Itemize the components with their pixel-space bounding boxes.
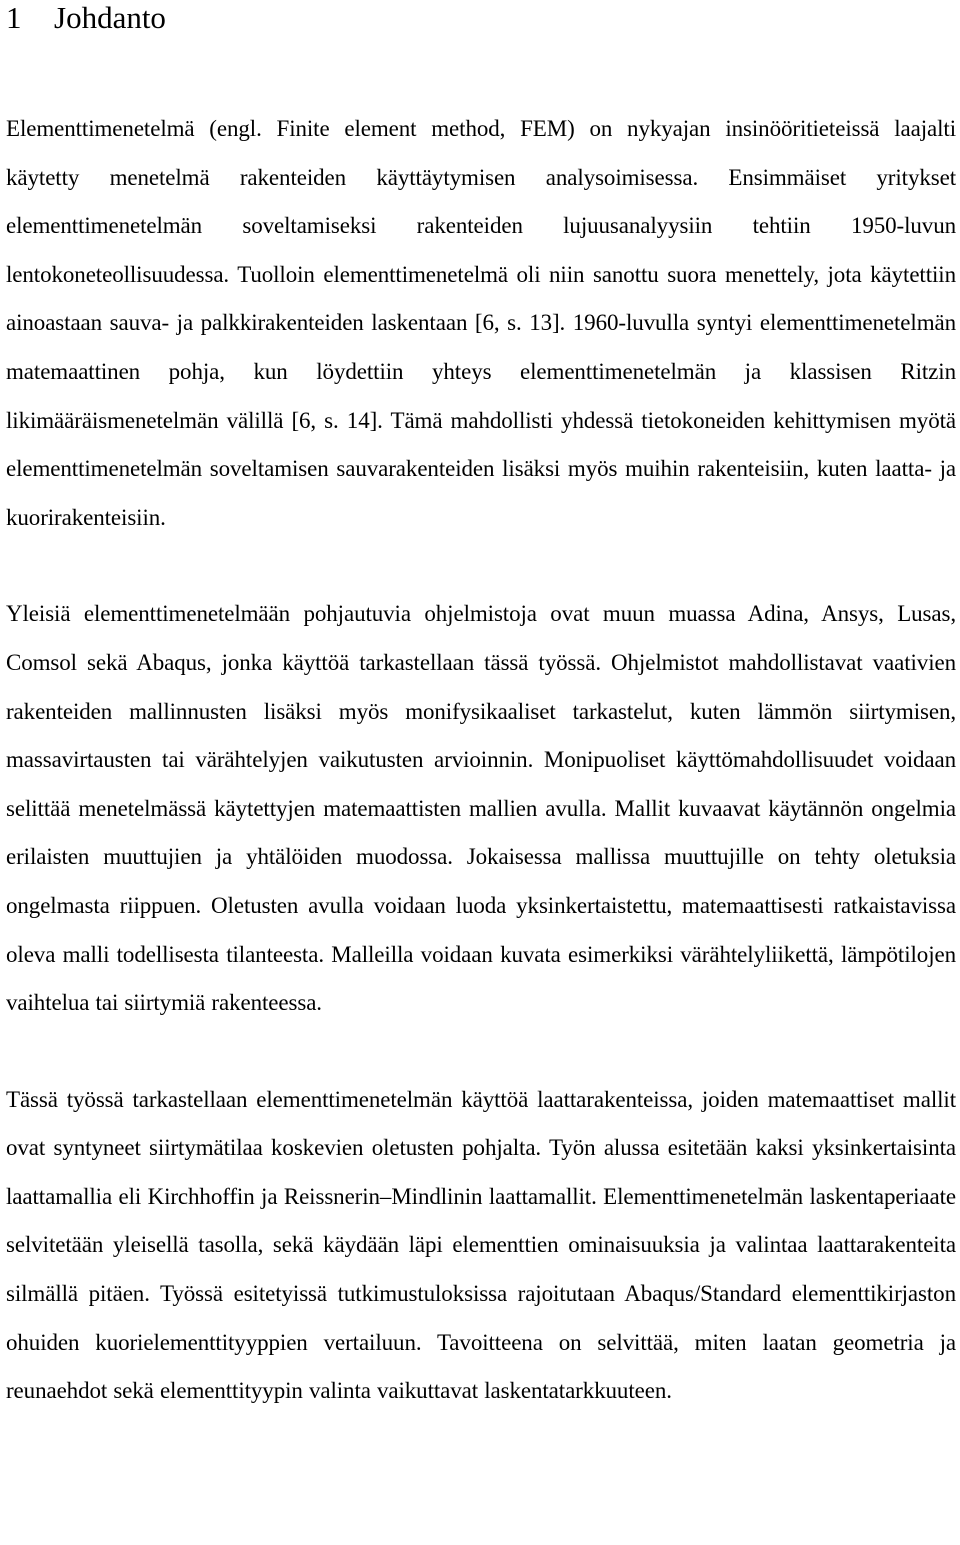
document-page bbox=[6, 0, 956, 1416]
section-number: 1 bbox=[6, 0, 22, 35]
paragraph-software: Yleisiä elementtimenetelmään pohjautuvia ohjelmistoja ovat muun muassa Adina, Ansys, Lusas, Comsol sekä Abaqus, jonka käyttöä tarkastellaan tässä työssä. Ohjelmistot mahdollistavat vaativien rakenteiden mallinnusten lisäksi myös monifysikaaliset tarkastelut, kuten lämmön siirtymisen, massavirtausten tai värähtelyjen vaikutusten arvioinnin. Monipuoliset käyttömahdollisuudet voidaan selittää menetelmässä käytettyjen matemaattisten mallien avulla. Mallit kuvaavat käytännön ongelmia erilaisten muuttujien ja yhtälöiden muodossa. Jokaisessa mallissa muuttujille on tehty oletuksia ongelmasta riippuen. Oletusten avulla voidaan luoda yksinkertaistettu, matemaattisesti ratkaistavissa oleva malli todellisesta tilanteesta. Malleilla voidaan kuvata esimerkiksi värähtelyliikettä, lämpötilojen vaihtelua tai siirtymiä rakenteessa. bbox=[6, 601, 956, 1016]
paragraph-history: Elementtimenetelmä (engl. Finite element method, FEM) on nykyajan insinööritieteissä laajalti käytetty menetelmä rakenteiden käyttäytymisen analysoimisessa. Ensimmäiset yritykset elementtimenetelmän soveltamiseksi rakenteiden lujuusanalyysiin tehtiin 1950-luvun lentokoneteollisuudessa. Tuolloin elementtimenetelmä oli niin sanottu suora menettely, jota käytettiin ainoastaan sauva- ja palkkirakenteiden laskentaan [6, s. 13]. 1960-luvulla syntyi elementtimenetelmän matemaattinen pohja, kun löydettiin yhteys elementtimenetelmän ja klassisen Ritzin likimääräismenetelmän välillä [6, s. 14]. Tämä mahdollisti yhdessä tietokoneiden kehittymisen myötä elementtimenetelmän soveltamisen sauvarakenteiden lisäksi myös muihin rakenteisiin, kuten laatta- ja kuorirakenteisiin. bbox=[6, 116, 956, 530]
section-heading bbox=[6, 0, 956, 40]
section-title: Johdanto bbox=[54, 0, 166, 35]
paragraph-scope: Tässä työssä tarkastellaan elementtimenetelmän käyttöä laattarakenteissa, joiden matemaattiset mallit ovat syntyneet siirtymätilaa koskevien oletusten pohjalta. Työn alussa esitetään kaksi yksinkertaisinta laattamallia eli Kirchhoffin ja Reissnerin–Mindlinin laattamallit. Elementtimenetelmän laskentaperiaate selvitetään yleisellä tasolla, sekä käydään läpi elementtien ominaisuuksia ja valintaa laattarakenteita silmällä pitäen. Työssä esitetyissä tutkimustuloksissa rajoitutaan Abaqus/Standard elementtikirjaston ohuiden kuorielementtityyppien vertailuun. Tavoitteena on selvittää, miten laatan geometria ja reunaehdot sekä elementtityypin valinta vaikuttavat laskentatarkkuuteen. bbox=[6, 1086, 956, 1404]
